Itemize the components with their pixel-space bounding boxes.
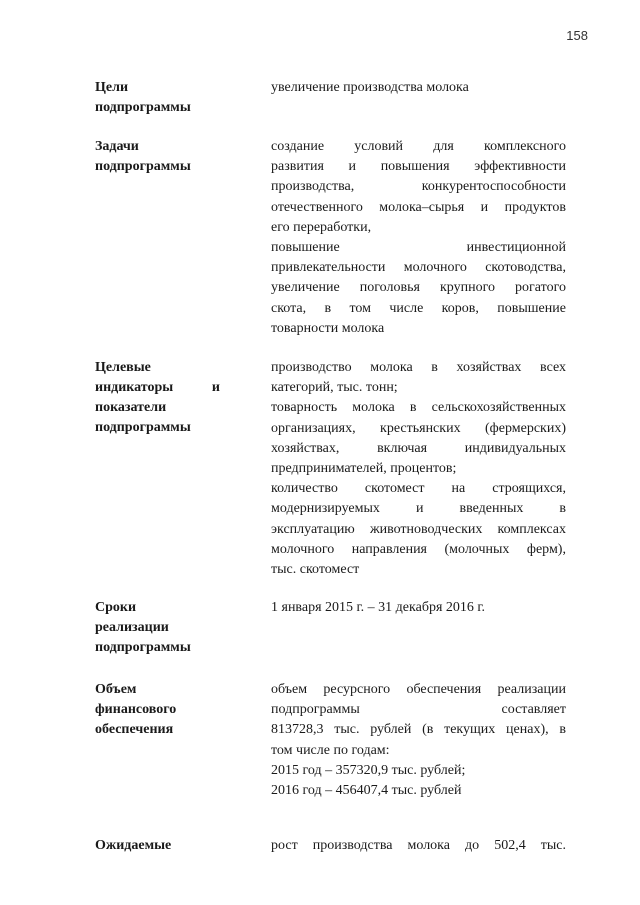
- content-line: 2016 год – 456407,4 тыс. рублей: [271, 783, 462, 799]
- content-line: [271, 177, 566, 197]
- content-line: [271, 278, 566, 298]
- word: производства,: [271, 179, 355, 195]
- tasks-label: [95, 137, 220, 177]
- word: 502,4: [494, 838, 526, 853]
- label-line: показатели: [95, 400, 167, 415]
- word: введенных: [459, 501, 524, 517]
- page-number: 158: [566, 28, 588, 43]
- label-line: подпрограммы: [95, 640, 191, 655]
- word: и: [348, 159, 357, 175]
- content-line: предпринимателей, процентов;: [271, 461, 457, 477]
- word: конкурентоспособности: [421, 179, 566, 195]
- word: крестьянских: [380, 420, 461, 436]
- word: отечественного: [271, 199, 363, 215]
- expected-results-content: [271, 836, 566, 856]
- word: том: [349, 300, 371, 316]
- label-line: финансового: [95, 702, 177, 717]
- word: количество: [271, 481, 338, 497]
- word: (фермерских): [485, 420, 566, 436]
- goals-label: [95, 78, 220, 118]
- word: молочного: [271, 541, 335, 557]
- word: создание: [271, 139, 325, 154]
- word: рогатого: [515, 280, 566, 296]
- word: молока: [352, 400, 395, 416]
- content-line: увеличение производства молока: [271, 80, 469, 95]
- word: продуктов: [504, 199, 566, 215]
- word: ресурсного: [323, 682, 391, 697]
- word: обеспечения: [406, 682, 482, 697]
- word: ферм),: [526, 541, 566, 557]
- word: коров,: [441, 300, 479, 316]
- content-line: 1 января 2015 г. – 31 декабря 2016 г.: [271, 600, 486, 615]
- label-line: Объем: [95, 682, 137, 697]
- label-line: Ожидаемые: [95, 838, 172, 853]
- word: в: [431, 360, 438, 375]
- word: рублей: [370, 722, 412, 738]
- word: производства: [312, 838, 393, 853]
- content-line: [271, 499, 566, 519]
- word: в: [409, 400, 417, 416]
- label-line: [95, 378, 220, 398]
- word: сельскохозяйственных: [431, 400, 566, 416]
- content-line: [271, 439, 566, 459]
- word: для: [433, 139, 454, 154]
- content-line: [271, 419, 566, 439]
- label-line: подпрограммы: [95, 420, 191, 435]
- label-line: Сроки: [95, 600, 137, 615]
- word: в: [559, 722, 566, 738]
- word: инвестиционной: [466, 240, 566, 256]
- word: тыс.: [540, 838, 566, 853]
- word: молока: [370, 360, 413, 375]
- word: и: [480, 199, 489, 215]
- word: скотомест: [364, 481, 425, 497]
- word: молока–сырья: [379, 199, 465, 215]
- label-line: обеспечения: [95, 722, 174, 737]
- word: до: [465, 838, 480, 853]
- content-line: [271, 520, 566, 540]
- word: и: [211, 380, 220, 395]
- content-line: [271, 157, 566, 177]
- word: числе: [389, 300, 424, 316]
- content-line: [271, 680, 566, 700]
- timeline-label: [95, 598, 220, 658]
- label-line: подпрограммы: [95, 100, 191, 115]
- word: производство: [271, 360, 352, 375]
- word: объем: [271, 682, 308, 697]
- indicators-label: [95, 358, 220, 438]
- timeline-content: [271, 598, 566, 618]
- content-line: тыс. скотомест: [271, 562, 360, 578]
- word: хозяйствах,: [271, 440, 340, 456]
- financing-content: [271, 680, 566, 801]
- word: эксплуатацию: [271, 521, 355, 537]
- word: всех: [540, 360, 566, 375]
- content-line: [271, 540, 566, 560]
- word: тыс.: [334, 722, 360, 738]
- word: на: [451, 481, 466, 497]
- content-line: том числе по годам:: [271, 742, 390, 758]
- word: скотоводства,: [485, 260, 566, 276]
- word: поголовья: [359, 280, 420, 296]
- word: (молочных: [444, 541, 510, 557]
- label-line: Задачи: [95, 139, 139, 154]
- word: в: [324, 300, 332, 316]
- content-line: [271, 198, 566, 218]
- word: увеличение: [271, 280, 340, 296]
- tasks-content: [271, 137, 566, 339]
- word: комплексах: [497, 521, 566, 537]
- word: ценах),: [506, 722, 549, 738]
- content-line: категорий, тыс. тонн;: [271, 380, 398, 396]
- content-line: [271, 700, 566, 720]
- word: включая: [377, 440, 428, 456]
- word: развития: [271, 159, 324, 175]
- content-line: [271, 137, 566, 157]
- content-line: [271, 299, 566, 319]
- content-line: [271, 720, 566, 740]
- word: повышения: [380, 159, 450, 175]
- content-line: [271, 258, 566, 278]
- word: рост: [271, 838, 298, 853]
- label-line: Цели: [95, 80, 129, 95]
- content-line: [271, 238, 566, 258]
- word: животноводческих: [369, 521, 483, 537]
- word: строящихся,: [492, 481, 566, 497]
- content-line: [271, 836, 566, 856]
- goals-content: [271, 78, 566, 98]
- word: привлекательности: [271, 260, 386, 276]
- word: модернизируемых: [271, 501, 380, 517]
- word: молока: [407, 838, 450, 853]
- word: комплексного: [484, 139, 566, 154]
- word: подпрограммы: [271, 702, 360, 718]
- label-line: реализации: [95, 620, 169, 635]
- word: индивидуальных: [464, 440, 566, 456]
- word: организациях,: [271, 420, 356, 436]
- content-line: товарности молока: [271, 320, 385, 336]
- content-line: его переработки,: [271, 219, 372, 235]
- indicators-content: [271, 358, 566, 580]
- word: индикаторы: [95, 380, 174, 395]
- word: составляет: [501, 702, 566, 718]
- word: хозяйствах: [456, 360, 522, 375]
- word: скота,: [271, 300, 307, 316]
- word: условий: [354, 139, 404, 154]
- word: 813728,3: [271, 722, 324, 738]
- expected-results-label: [95, 836, 220, 856]
- content-line: [271, 398, 566, 418]
- word: эффективности: [474, 159, 566, 175]
- financing-label: [95, 680, 220, 740]
- word: направления: [351, 541, 427, 557]
- word: повышение: [271, 240, 340, 256]
- word: текущих: [444, 722, 496, 738]
- word: молочного: [403, 260, 467, 276]
- word: (в: [422, 722, 434, 738]
- content-line: [271, 358, 566, 378]
- label-line: Целевые: [95, 360, 151, 375]
- content-line: [271, 479, 566, 499]
- word: крупного: [439, 280, 495, 296]
- word: и: [415, 501, 424, 517]
- word: реализации: [497, 682, 566, 697]
- content-line: 2015 год – 357320,9 тыс. рублей;: [271, 762, 466, 778]
- word: в: [559, 501, 566, 517]
- word: повышение: [497, 300, 566, 316]
- word: товарность: [271, 400, 338, 416]
- label-line: подпрограммы: [95, 159, 191, 174]
